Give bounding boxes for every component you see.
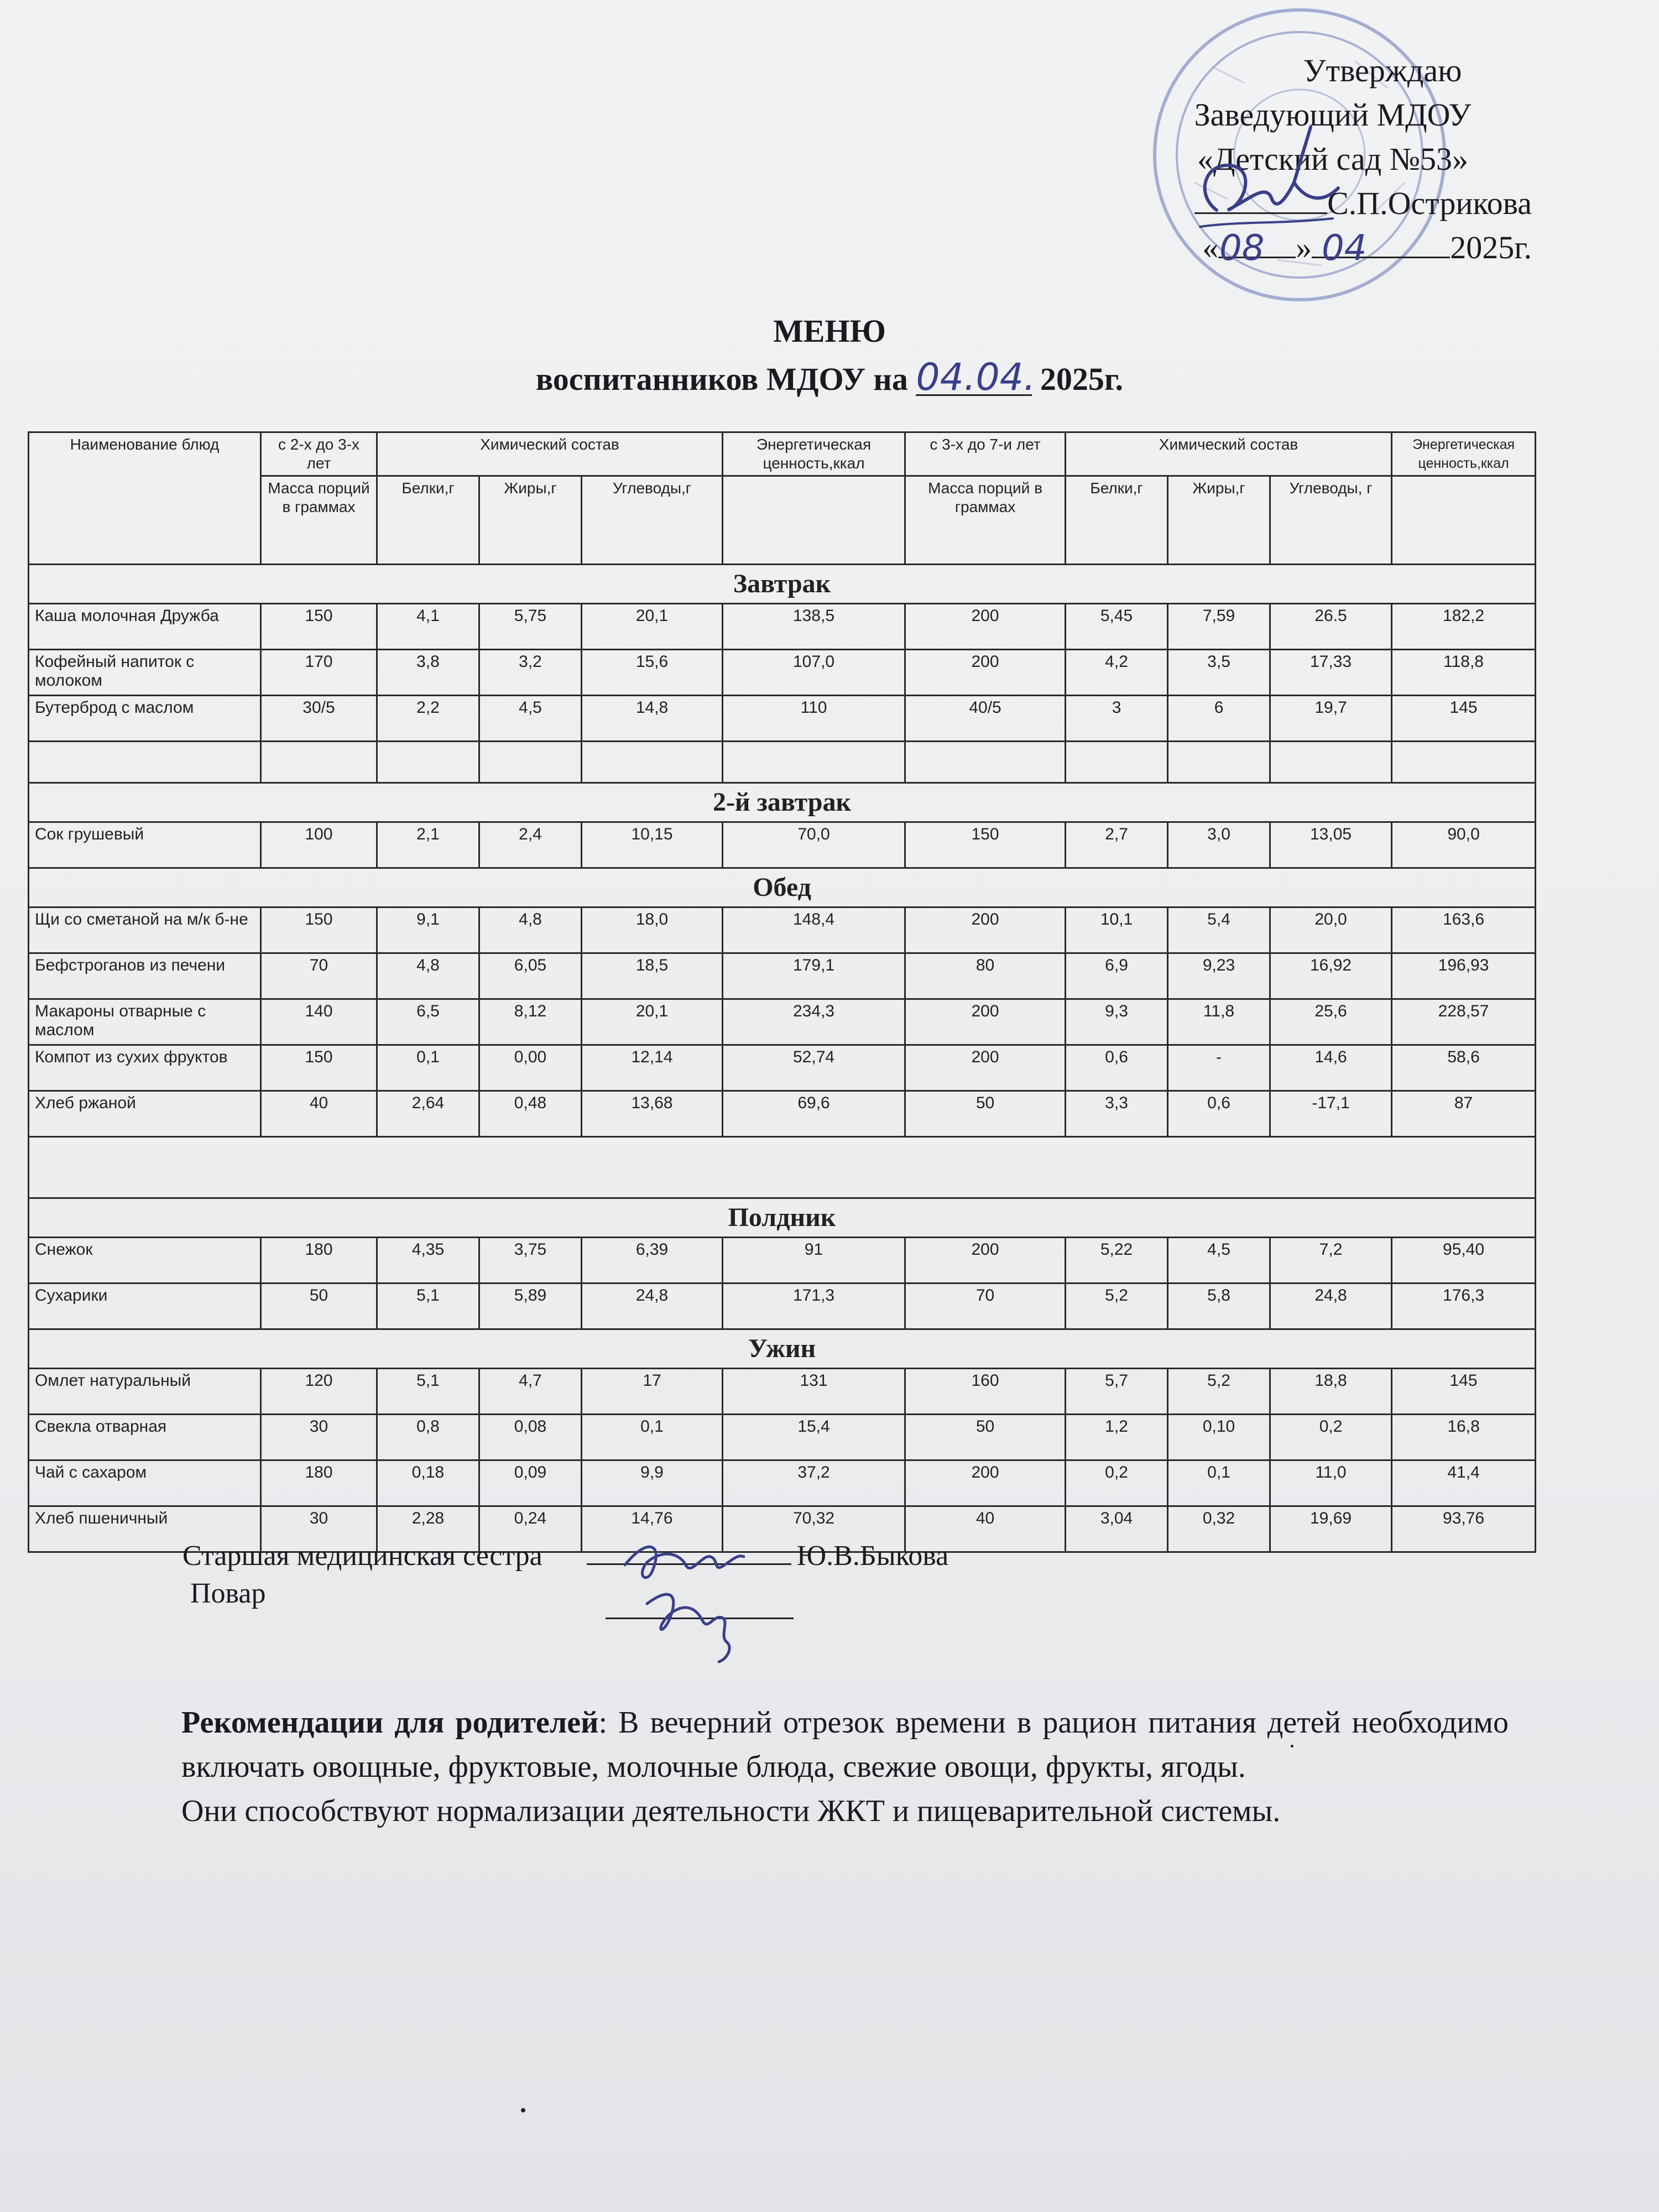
cell-carbs-young: 14,76 [582, 1506, 723, 1552]
section-row [29, 783, 1536, 822]
cell-protein-young [377, 742, 479, 783]
cell-protein-young: 0,8 [377, 1415, 479, 1460]
cell-protein-old: 0,2 [1066, 1460, 1168, 1506]
cell-fat-old: 9,23 [1168, 953, 1270, 999]
cell-fat-young: 2,4 [479, 822, 582, 868]
header-chem-young: Химический состав [377, 432, 723, 476]
cell-protein-young: 3,8 [377, 650, 479, 696]
header-energy-old: Энергетическая ценность,ккал [1392, 432, 1536, 476]
dish-row [29, 1045, 1536, 1091]
section-title: Ужин [29, 1329, 1536, 1369]
cell-carbs-old: 14,6 [1270, 1045, 1392, 1091]
cell-protein-young: 9,1 [377, 907, 479, 953]
cell-fat-old: 4,5 [1168, 1238, 1270, 1284]
cell-energy-old: 145 [1392, 696, 1536, 742]
cell-fat-old: 3,0 [1168, 822, 1270, 868]
header-energy-young-empty [723, 476, 905, 565]
menu-table [28, 431, 1536, 1553]
section-row [29, 1198, 1536, 1238]
cell-carbs-old: 19,7 [1270, 696, 1392, 742]
cell-protein-young: 4,35 [377, 1238, 479, 1284]
cell-fat-old: 6 [1168, 696, 1270, 742]
cook-signature [630, 1576, 758, 1665]
cell-energy-young: 70,32 [723, 1506, 905, 1552]
cell-mass-young: 30 [261, 1415, 377, 1460]
recommendations-paragraph [181, 1700, 1509, 1789]
cell-mass-young: 50 [261, 1284, 377, 1329]
cell-carbs-young: 0,1 [582, 1415, 723, 1460]
cell-energy-old: 118,8 [1392, 650, 1536, 696]
dish-row [29, 696, 1536, 742]
cell-mass-young: 180 [261, 1460, 377, 1506]
ink-speck [1291, 1745, 1293, 1747]
header-name: Наименование блюд [29, 432, 261, 565]
approval-position: Заведующий МДОУ [1194, 97, 1472, 133]
cell-fat-old: 5,8 [1168, 1284, 1270, 1329]
cell-energy-young: 179,1 [723, 953, 905, 999]
cell-energy-young: 171,3 [723, 1284, 905, 1329]
cell-fat-old: 0,1 [1168, 1460, 1270, 1506]
header-fat-young: Жиры,г [479, 476, 582, 565]
cell-carbs-young: 20,1 [582, 604, 723, 650]
cell-energy-old: 228,57 [1392, 999, 1536, 1045]
cell-protein-old [1066, 742, 1168, 783]
section-row [29, 565, 1536, 604]
cell-carbs-old: 24,8 [1270, 1284, 1392, 1329]
recommendations-paragraph-2: Они способствуют нормализации деятельности ЖКТ и пищеварительной системы. [181, 1794, 1281, 1828]
cell-energy-old: 196,93 [1392, 953, 1536, 999]
cell-carbs-young: 14,8 [582, 696, 723, 742]
menu-table-header [29, 432, 1536, 565]
cell-fat-old: 0,10 [1168, 1415, 1270, 1460]
approval-hand-day: 08 [1219, 228, 1265, 269]
cell-fat-young: 4,8 [479, 907, 582, 953]
cell-mass-old: 50 [905, 1091, 1066, 1137]
cell-fat-old: 0,6 [1168, 1091, 1270, 1137]
spacer-cell [29, 1137, 1536, 1198]
cell-mass-young: 30 [261, 1506, 377, 1552]
cell-mass-old: 40 [905, 1506, 1066, 1552]
cell-carbs-old: 17,33 [1270, 650, 1392, 696]
cell-fat-old: 11,8 [1168, 999, 1270, 1045]
cell-mass-young: 150 [261, 907, 377, 953]
cell-name: Бутерброд с маслом [29, 696, 261, 742]
cell-fat-young: 4,5 [479, 696, 582, 742]
cell-carbs-young: 17 [582, 1369, 723, 1415]
dish-row [29, 1369, 1536, 1415]
cell-fat-young: 3,2 [479, 650, 582, 696]
cell-protein-old: 6,9 [1066, 953, 1168, 999]
cell-carbs-old: 7,2 [1270, 1238, 1392, 1284]
approval-handwritten-date [1217, 221, 1399, 276]
cell-fat-young: 8,12 [479, 999, 582, 1045]
cell-mass-young: 30/5 [261, 696, 377, 742]
header-protein-young: Белки,г [377, 476, 479, 565]
cell-fat-young: 0,08 [479, 1415, 582, 1460]
cell-mass-young: 70 [261, 953, 377, 999]
cell-fat-young: 4,7 [479, 1369, 582, 1415]
cell-energy-young: 70,0 [723, 822, 905, 868]
cell-energy-young: 107,0 [723, 650, 905, 696]
cell-fat-young: 0,48 [479, 1091, 582, 1137]
header-carbs-young: Углеводы,г [582, 476, 723, 565]
cell-mass-old: 200 [905, 1045, 1066, 1091]
cell-carbs-old: 26.5 [1270, 604, 1392, 650]
cell-energy-young [723, 742, 905, 783]
cell-protein-young: 4,8 [377, 953, 479, 999]
cell-energy-old: 176,3 [1392, 1284, 1536, 1329]
cell-fat-old: - [1168, 1045, 1270, 1091]
cell-carbs-young: 24,8 [582, 1284, 723, 1329]
cell-protein-old: 4,2 [1066, 650, 1168, 696]
cell-protein-old: 9,3 [1066, 999, 1168, 1045]
cell-name: Свекла отварная [29, 1415, 261, 1460]
ink-speck [521, 2108, 525, 2112]
cell-energy-young: 148,4 [723, 907, 905, 953]
cell-mass-old [905, 742, 1066, 783]
cell-mass-old: 150 [905, 822, 1066, 868]
cell-protein-old: 5,7 [1066, 1369, 1168, 1415]
cell-mass-young: 140 [261, 999, 377, 1045]
cell-protein-old: 0,6 [1066, 1045, 1168, 1091]
cell-fat-old: 5,2 [1168, 1369, 1270, 1415]
cell-fat-young [479, 742, 582, 783]
cell-name [29, 742, 261, 783]
dish-row [29, 999, 1536, 1045]
dish-row [29, 822, 1536, 868]
cell-name: Сок грушевый [29, 822, 261, 868]
cell-fat-old: 0,32 [1168, 1506, 1270, 1552]
approval-hand-month: 04 [1322, 228, 1367, 269]
cell-mass-old: 40/5 [905, 696, 1066, 742]
cell-carbs-old: 18,8 [1270, 1369, 1392, 1415]
cell-name: Каша молочная Дружба [29, 604, 261, 650]
menu-subtitle-suffix: 2025г. [1040, 361, 1124, 397]
cell-fat-young: 0,24 [479, 1506, 582, 1552]
approval-word: Утверждаю [1303, 53, 1462, 88]
spacer-row [29, 1137, 1536, 1198]
cell-protein-old: 3,3 [1066, 1091, 1168, 1137]
cell-energy-young: 15,4 [723, 1415, 905, 1460]
cell-carbs-old: 0,2 [1270, 1415, 1392, 1460]
menu-title: МЕНЮ [773, 313, 886, 349]
cell-energy-young: 37,2 [723, 1460, 905, 1506]
section-row [29, 1329, 1536, 1369]
dish-row [29, 1091, 1536, 1137]
cell-protein-old: 1,2 [1066, 1415, 1168, 1460]
cell-name: Макароны отварные с маслом [29, 999, 261, 1045]
cell-protein-young: 4,1 [377, 604, 479, 650]
cell-mass-old: 200 [905, 907, 1066, 953]
cell-carbs-young: 20,1 [582, 999, 723, 1045]
cell-protein-old: 10,1 [1066, 907, 1168, 953]
cell-protein-old: 3 [1066, 696, 1168, 742]
cell-carbs-young: 15,6 [582, 650, 723, 696]
cell-mass-old: 50 [905, 1415, 1066, 1460]
dish-row [29, 1238, 1536, 1284]
cell-fat-young: 5,75 [479, 604, 582, 650]
cell-name: Компот из сухих фруктов [29, 1045, 261, 1091]
cell-name: Кофейный напиток с молоком [29, 650, 261, 696]
cell-mass-old: 80 [905, 953, 1066, 999]
dish-row [29, 953, 1536, 999]
cell-protein-young: 2,2 [377, 696, 479, 742]
header-mass-old: Масса порций в граммах [905, 476, 1066, 565]
cell-protein-young: 5,1 [377, 1369, 479, 1415]
cell-carbs-old: 13,05 [1270, 822, 1392, 868]
cell-protein-young: 5,1 [377, 1284, 479, 1329]
dish-row [29, 604, 1536, 650]
cell-protein-old: 3,04 [1066, 1506, 1168, 1552]
cell-fat-young: 0,00 [479, 1045, 582, 1091]
cell-name: Бефстроганов из печени [29, 953, 261, 999]
cell-carbs-young: 13,68 [582, 1091, 723, 1137]
cell-carbs-old [1270, 742, 1392, 783]
cell-protein-young: 0,18 [377, 1460, 479, 1506]
cell-carbs-young: 9,9 [582, 1460, 723, 1506]
section-title: 2-й завтрак [29, 783, 1536, 822]
cell-mass-old: 200 [905, 999, 1066, 1045]
cell-mass-young: 40 [261, 1091, 377, 1137]
cell-name: Омлет натуральный [29, 1369, 261, 1415]
approval-year: 2025г. [1450, 229, 1532, 265]
menu-subtitle [0, 356, 1659, 399]
cell-name: Щи со сметаной на м/к б-не [29, 907, 261, 953]
cell-protein-young: 2,64 [377, 1091, 479, 1137]
cell-protein-old: 5,45 [1066, 604, 1168, 650]
cell-carbs-young: 18,0 [582, 907, 723, 953]
staff-signatures [182, 1537, 948, 1613]
cell-mass-young: 100 [261, 822, 377, 868]
dish-row [29, 650, 1536, 696]
approval-date-mid: » [1296, 229, 1312, 265]
header-protein-old: Белки,г [1066, 476, 1168, 565]
cell-energy-old: 93,76 [1392, 1506, 1536, 1552]
cell-carbs-old: 11,0 [1270, 1460, 1392, 1506]
cell-carbs-old: 19,69 [1270, 1506, 1392, 1552]
cell-protein-young: 2,28 [377, 1506, 479, 1552]
header-carbs-old: Углеводы, г [1270, 476, 1392, 565]
cell-carbs-young: 18,5 [582, 953, 723, 999]
section-row [29, 868, 1536, 907]
cell-fat-young: 3,75 [479, 1238, 582, 1284]
cell-fat-young: 0,09 [479, 1460, 582, 1506]
cell-fat-young: 6,05 [479, 953, 582, 999]
dish-row [29, 1460, 1536, 1506]
cell-protein-young: 0,1 [377, 1045, 479, 1091]
cell-name: Хлеб пшеничный [29, 1506, 261, 1552]
cell-mass-young: 120 [261, 1369, 377, 1415]
menu-subtitle-prefix: воспитанников МДОУ на [535, 361, 908, 397]
cell-energy-young: 110 [723, 696, 905, 742]
header-chem-old: Химический состав [1066, 432, 1392, 476]
cell-fat-old: 5,4 [1168, 907, 1270, 953]
approval-signer: С.П.Острикова [1327, 185, 1532, 221]
header-energy-old-empty [1392, 476, 1536, 565]
cell-energy-young: 52,74 [723, 1045, 905, 1091]
cell-carbs-old: 20,0 [1270, 907, 1392, 953]
cell-mass-old: 200 [905, 604, 1066, 650]
header-age-young: с 2-х до 3-х лет [261, 432, 377, 476]
cell-carbs-young: 12,14 [582, 1045, 723, 1091]
cell-energy-old: 41,4 [1392, 1460, 1536, 1506]
cell-carbs-young: 10,15 [582, 822, 723, 868]
cell-carbs-old: 16,92 [1270, 953, 1392, 999]
recommendations-label: Рекомендации для родителей [181, 1705, 599, 1740]
cell-mass-old: 200 [905, 1460, 1066, 1506]
cell-mass-young: 150 [261, 604, 377, 650]
cell-energy-old: 163,6 [1392, 907, 1536, 953]
cell-fat-old: 7,59 [1168, 604, 1270, 650]
cell-energy-old: 90,0 [1392, 822, 1536, 868]
cell-carbs-young: 6,39 [582, 1238, 723, 1284]
dish-row [29, 1284, 1536, 1329]
cell-mass-old: 200 [905, 650, 1066, 696]
cell-protein-young: 2,1 [377, 822, 479, 868]
section-title: Полдник [29, 1198, 1536, 1238]
section-title: Обед [29, 868, 1536, 907]
approval-organization: «Детский сад №53» [1197, 141, 1469, 177]
cell-fat-old: 3,5 [1168, 650, 1270, 696]
cell-protein-old: 5,2 [1066, 1284, 1168, 1329]
cell-mass-young: 170 [261, 650, 377, 696]
cell-mass-old: 200 [905, 1238, 1066, 1284]
header-age-old: с 3-х до 7-и лет [905, 432, 1066, 476]
cell-name: Чай с сахаром [29, 1460, 261, 1506]
cell-carbs-old: -17,1 [1270, 1091, 1392, 1137]
cell-name: Сухарики [29, 1284, 261, 1329]
header-energy-young: Энергетическая ценность,ккал [723, 432, 905, 476]
cell-carbs-young [582, 742, 723, 783]
cell-energy-young: 131 [723, 1369, 905, 1415]
cell-energy-young: 138,5 [723, 604, 905, 650]
cell-carbs-old: 25,6 [1270, 999, 1392, 1045]
menu-handwritten-date: 04.04. [916, 356, 1036, 399]
cell-energy-old: 87 [1392, 1091, 1536, 1137]
nurse-name: Ю.В.Быкова [796, 1540, 949, 1572]
cook-row [182, 1575, 948, 1613]
cell-name: Снежок [29, 1238, 261, 1284]
cell-energy-old [1392, 742, 1536, 783]
dish-row [29, 907, 1536, 953]
cell-energy-old: 145 [1392, 1369, 1536, 1415]
nurse-title: Старшая медицинская сестра [182, 1540, 542, 1572]
cell-fat-young: 5,89 [479, 1284, 582, 1329]
cell-fat-old [1168, 742, 1270, 783]
cell-energy-young: 234,3 [723, 999, 905, 1045]
cell-mass-old: 70 [905, 1284, 1066, 1329]
cell-energy-young: 69,6 [723, 1091, 905, 1137]
cell-energy-old: 58,6 [1392, 1045, 1536, 1091]
cell-energy-old: 16,8 [1392, 1415, 1536, 1460]
cell-energy-old: 182,2 [1392, 604, 1536, 650]
cell-protein-young: 6,5 [377, 999, 479, 1045]
cell-energy-young: 91 [723, 1238, 905, 1284]
header-fat-old: Жиры,г [1168, 476, 1270, 565]
cell-name: Хлеб ржаной [29, 1091, 261, 1137]
dish-row [29, 742, 1536, 783]
cell-protein-old: 5,22 [1066, 1238, 1168, 1284]
cell-mass-old: 160 [905, 1369, 1066, 1415]
menu-table-body [29, 565, 1536, 1552]
recommendations [181, 1700, 1509, 1833]
header-mass-young: Масса порций в граммах [261, 476, 377, 565]
cell-mass-young [261, 742, 377, 783]
cell-mass-young: 180 [261, 1238, 377, 1284]
nurse-row [182, 1537, 948, 1575]
recommendations-text: : В вечерний отрезок времени в рацион питания детей необходимо включать овощные, фруктовые, молочные блюда, свежие овощи, фрукты, ягоды. [181, 1705, 1509, 1784]
cook-title: Повар [190, 1578, 266, 1609]
approval-date-open: « [1202, 229, 1219, 265]
cell-energy-old: 95,40 [1392, 1238, 1536, 1284]
cell-protein-old: 2,7 [1066, 822, 1168, 868]
section-title: Завтрак [29, 565, 1536, 604]
cell-mass-young: 150 [261, 1045, 377, 1091]
dish-row [29, 1415, 1536, 1460]
